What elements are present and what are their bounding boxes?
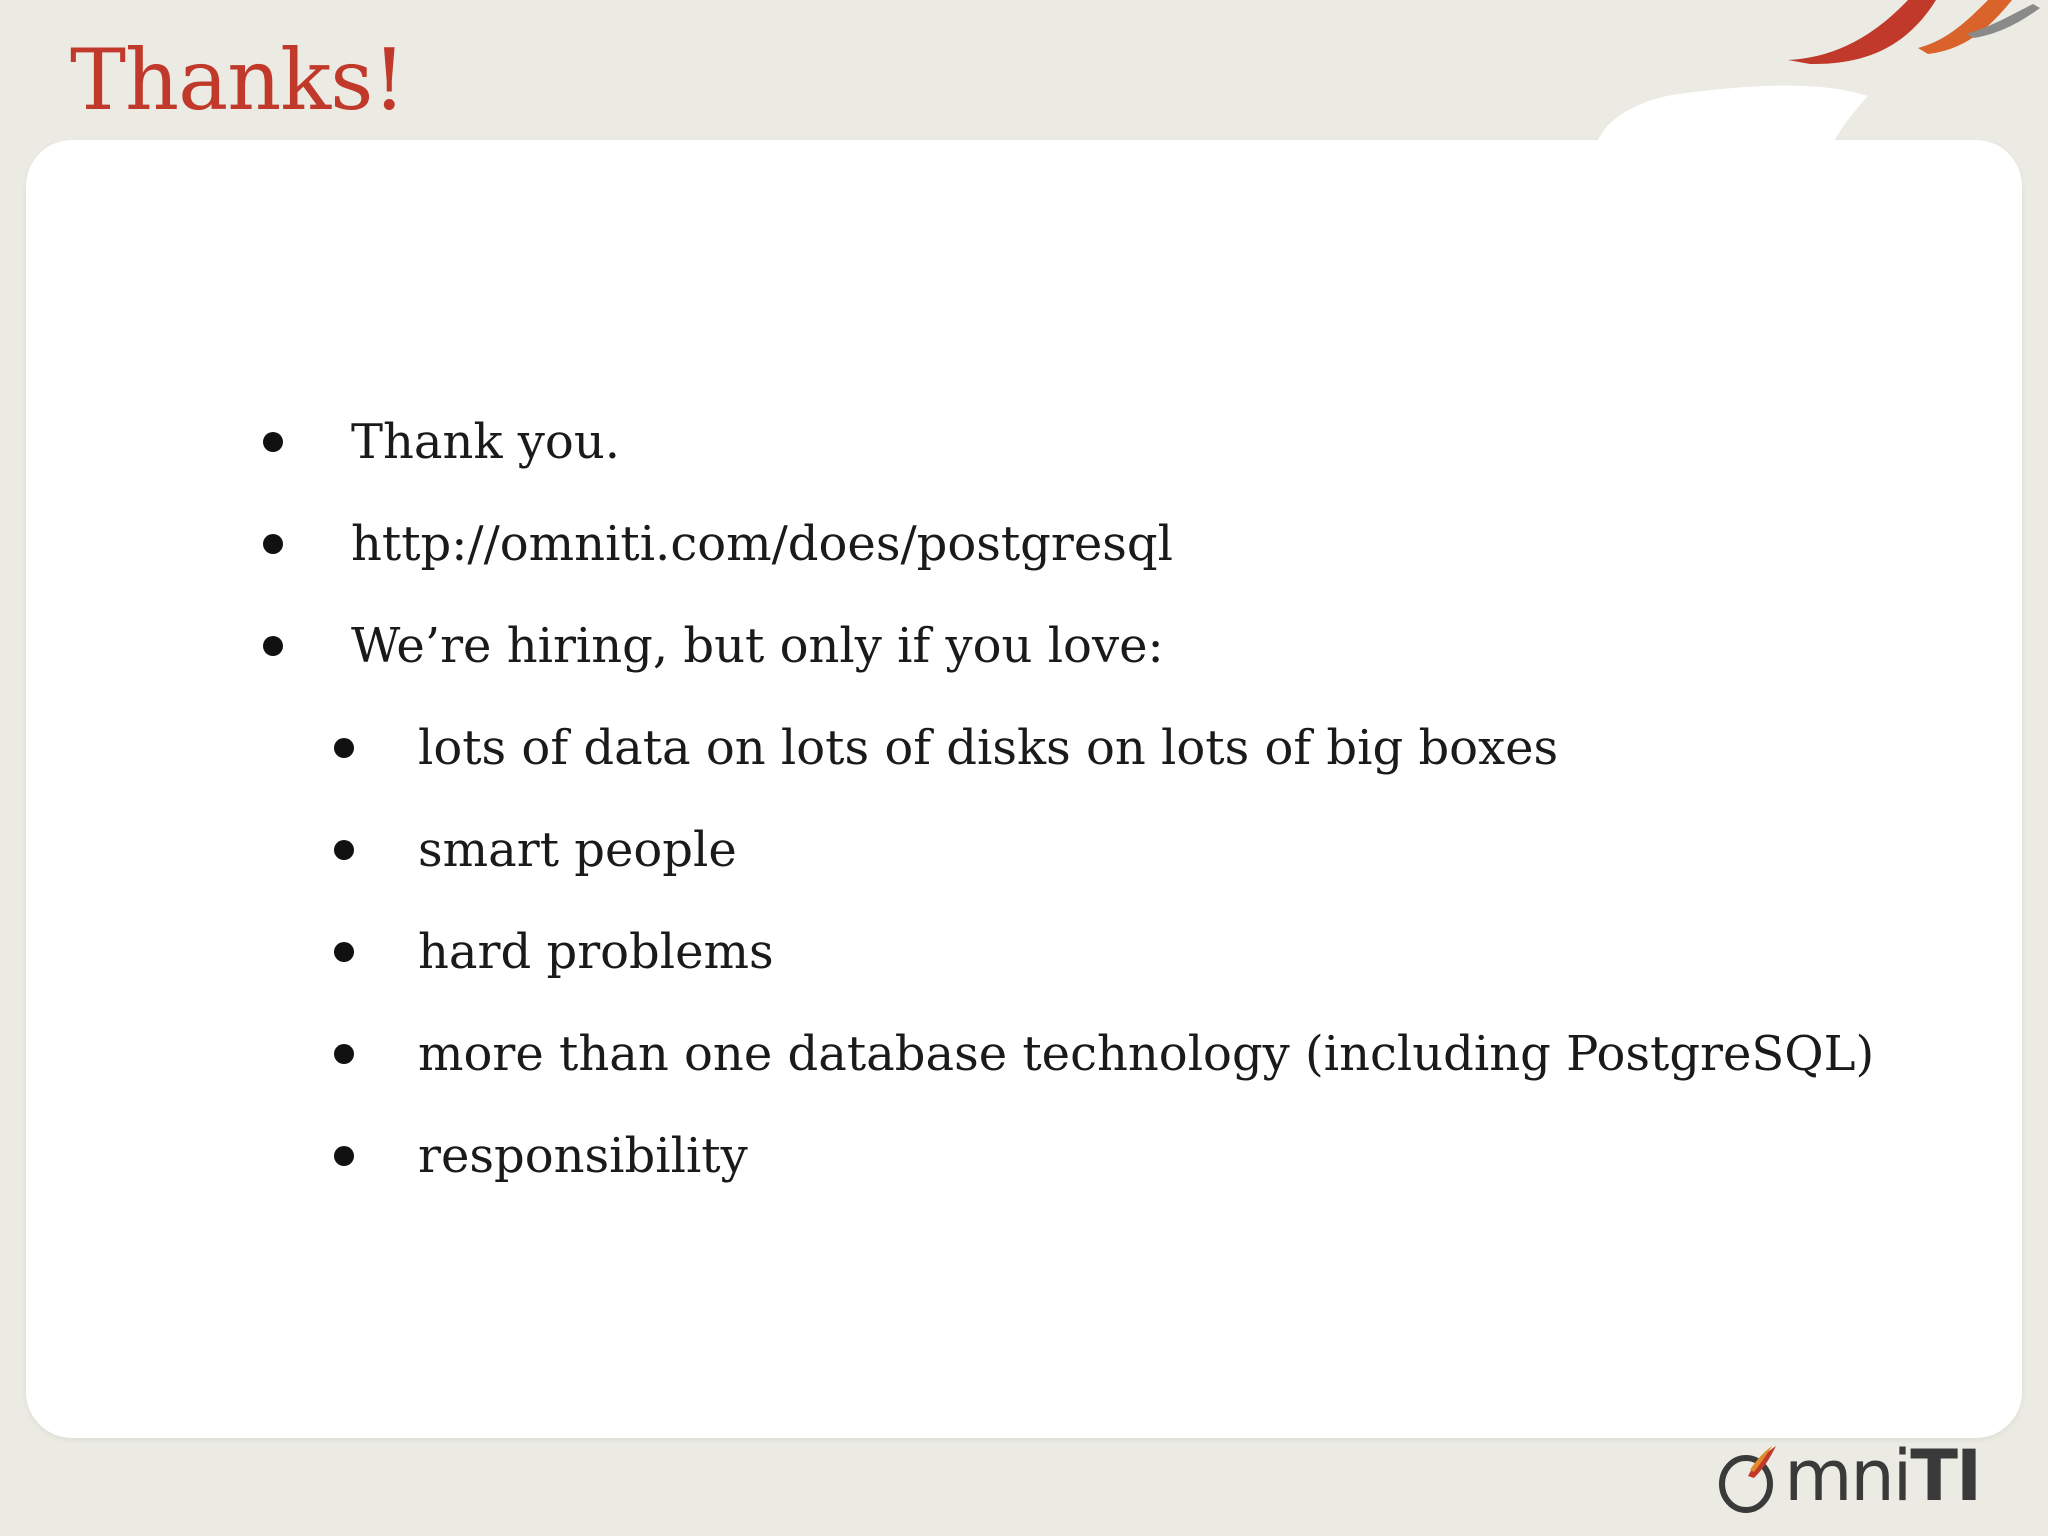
- bullet-item-hiring: [263, 606, 1164, 686]
- bullet-dot-icon: [263, 534, 283, 554]
- bullet-text: more than one database technology (including PostgreSQL): [418, 1026, 1875, 1082]
- sub-bullet-item-people: [334, 810, 737, 890]
- omniti-flame-o-icon: [1714, 1436, 1780, 1516]
- bullet-dot-icon: [263, 636, 283, 656]
- bullet-text: Thank you.: [351, 414, 620, 470]
- omniti-logo: [1714, 1426, 1980, 1526]
- slide-title: Thanks!: [70, 31, 406, 129]
- bullet-text: responsibility: [418, 1128, 748, 1184]
- bullet-text: lots of data on lots of disks on lots of big boxes: [418, 720, 1559, 776]
- sub-bullet-item-data: [334, 708, 1558, 788]
- bullet-dot-icon: [334, 738, 354, 758]
- bullet-dot-icon: [334, 1146, 354, 1166]
- sub-bullet-item-database: [334, 1014, 1874, 1094]
- bullet-dot-icon: [334, 942, 354, 962]
- logo-text-regular: mni: [1784, 1435, 1911, 1517]
- bullet-text: hard problems: [418, 924, 774, 980]
- bullet-item-thank-you: [263, 402, 620, 482]
- bullet-text: smart people: [418, 822, 737, 878]
- sub-bullet-item-responsibility: [334, 1116, 748, 1196]
- sub-bullet-item-problems: [334, 912, 774, 992]
- bullet-dot-icon: [263, 432, 283, 452]
- logo-text-bold: TI: [1910, 1435, 1980, 1517]
- bullet-dot-icon: [334, 1044, 354, 1064]
- bullet-dot-icon: [334, 840, 354, 860]
- bullet-item-url: [263, 504, 1173, 584]
- bullet-text: We’re hiring, but only if you love:: [351, 618, 1164, 674]
- decorative-swoosh-icon: [1488, 0, 2048, 160]
- content-panel: [26, 140, 2022, 1438]
- bullet-link-text: http://omniti.com/does/postgresql: [351, 516, 1173, 572]
